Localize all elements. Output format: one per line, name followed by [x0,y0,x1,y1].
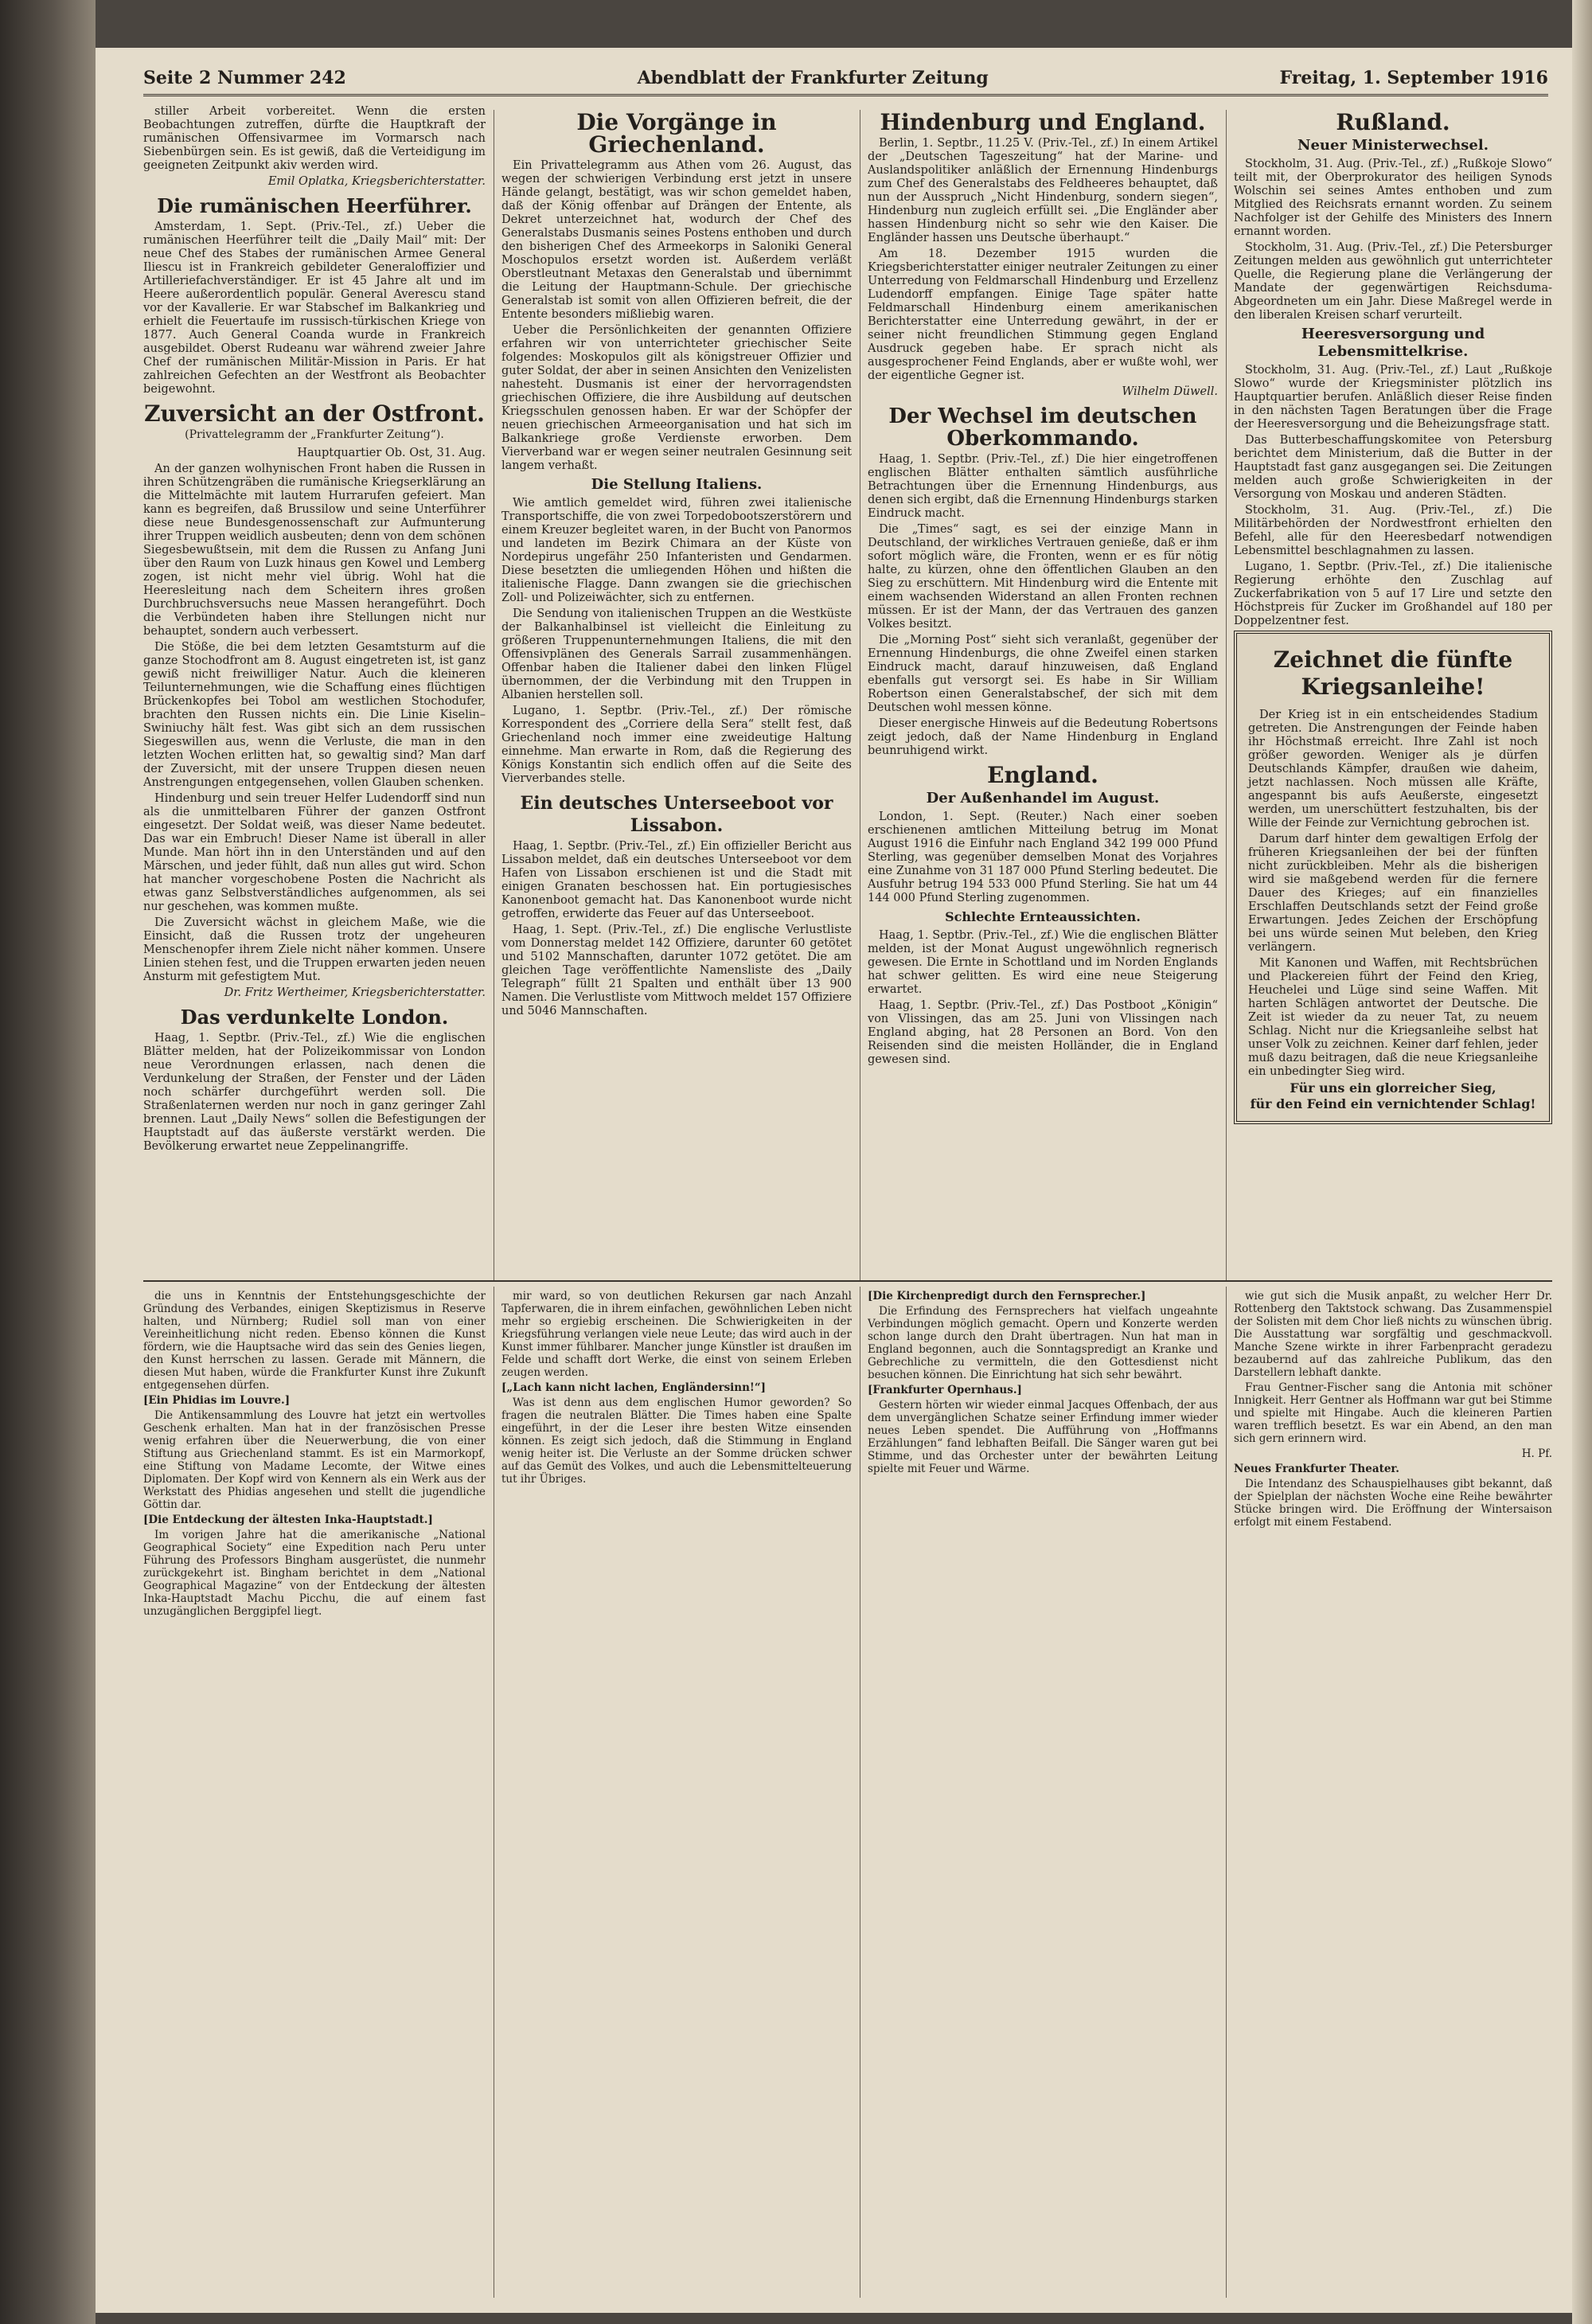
war-bond-headline: Zeichnet die fünfte Kriegsanleihe! [1273,646,1513,700]
feuilleton-column-1 [143,1290,486,2293]
subheadline: Die Stellung Italiens. [591,476,763,493]
article-text: Frau Gentner-Fischer sang die Antonia mit schöner Innigkeit. Herr Gentner als Hoffmann war gut bei Stimme und spielte mit Hingabe. Auch die kleineren Partien waren trefflich besetzt. Es war ein Abend, an den man sich gern erinnern wird. [1234,1381,1552,1445]
page-edge [1572,0,1592,2324]
article-text: Ueber die Persönlichkeiten der genannten Offiziere erfahren wir von unterrichteter griechischer Seite folgendes: Moskopulos gilt als königstreuer Offizier und guter Soldat, der aber in seinen Ansichten den Venizelisten nahesteht. Dusmanis ist einer der hervorragendsten griechischen Offiziere, die ihre Ausbildung auf deutschen Kriegsschulen genossen haben. Er war der Schöpfer der neuen griechischen Armeeorganisation und hat sich im Balkankriege große Verdienste erworben. Dem Vierverband war er wegen seiner neutralen Gesinnung seit langem verhaßt. [501,324,852,472]
advertisement-text: Mit Kanonen und Waffen, mit Rechtsbrüchen und Plackereien führt der Feind den Krieg, Heuchelei und Lüge sind seine Waffen. Mit harten Schlägen antwortet der Deutsche. Die Zeit ist wieder da zu neuer Tat, zu neuem Schlag. Nicht nur die Kriegsanleihe selbst hat unser Volk zu zeichnen. Keiner darf fehlen, jeder muß dazu beitragen, daß die neue Kriegsanleihe ein unbedingter Sieg wird. [1248,957,1538,1078]
headline: Der Wechsel im deutschen Oberkommando. [888,404,1197,451]
column-3 [868,105,1218,1275]
advertisement-text: Darum darf hinter dem gewaltigen Erfolg der früheren Kriegsanleihen der bei der fünften nicht zurückbleiben. Mehr als die bisherigen wird sie maßgebend werden für die fernere Dauer des Krieges; auf ein finanzielles Erschlaffen Deutschlands setzt der Feind große Erwartungen. Jedes Zeichen der Erschöpfung bei uns würde seinen Mut beleben, den Krieg verlängern. [1248,833,1538,954]
article-text: Haag, 1. Septbr. (Priv.-Tel., zf.) Ein offizieller Bericht aus Lissabon meldet, daß ein deutsches Unterseeboot vor dem Hafen von Lissabon erschienen ist und die Stadt mit einigen Granaten beschossen hat. Ein portugiesisches Kanonenboot gemacht hat. Das Kanonenboot wurde nicht getroffen, erwiderte das Feuer auf das Unterseeboot. [501,840,852,920]
article-text: Stockholm, 31. Aug. (Priv.-Tel., zf.) Laut „Rußkoje Slowo“ wurde der Kriegsminister plötzlich ins Hauptquartier berufen. Anläßlich dieser Reise finden in den nächsten Tagen Beratungen über die Frage der Heeresversorgung und die Beheizungsfrage statt. [1234,364,1552,431]
article-text: Die „Times“ sagt, es sei der einzige Mann in Deutschland, der wirkliches Vertrauen genieße, daß er ihm sofort möglich wäre, die Fronten, wenn er es für nötig halte, zu kürzen, ohne den öffentlichen Glauben an den Sieg zu erschüttern. Mit Hindenburg wird die Entente mit einem wachsenden Widerstand an allen Fronten rechnen müssen. Er ist der Mann, der das Vertrauen des ganzen Volkes besitzt. [868,523,1218,631]
section-title: [„Lach kann nicht lachen, Engländersinn!“] [501,1381,767,1394]
article-text: Am 18. Dezember 1915 wurden die Kriegsberichterstatter einiger neutraler Zeitungen zu einer Unterredung von Feldmarschall Hindenburg und Erzellenz Ludendorff empfangen. Einige Tage später hatte Feldmarschall Hindenburg einem amerikanischen Berichterstatter eine Unterredung gewährt, in der er seiner nicht freundlichen Stimmung gegen England Ausdruck gegeben habe. Er sprach nicht als ausgesprochener Feind Englands, aber er wußte wohl, wer der eigentliche Gegner ist. [868,248,1218,382]
article-text: Die Stöße, die bei dem letzten Gesamtsturm auf die ganze Stochodfront am 8. August eingetreten ist, ist ganz gewiß nicht freiwilliger Natur. Auch die kleineren Teilunternehmungen, wie die Schaffung eines flüchtigen Brückenkopfes bei Tobol am westlichen Stochodufer, brachten den Russen nichts ein. Die Linie Kiselin–Swiniuchy hält fest. Was gibt sich an dem russischen Siegeswillen aus, wenn die Verluste, die man in den letzten Wochen erlitten hat, so gewaltig sind? Man darf der Zuversicht, mit der unsere Truppen diesen neuen Anstrengungen entgegensehen, vollen Glauben schenken. [143,641,486,789]
article-text: stiller Arbeit vorbereitet. Wenn die ersten Beobachtungen zutreffen, dürfte die Hauptkraft der rumänischen Offensivarmee im Vormarsch nach Siebenbürgen sein. Es ist gewiß, daß die Verteidigung im geeigneten Zeitpunkt akiv werden wird. [143,105,486,172]
byline: Dr. Fritz Wertheimer, Kriegsberichterstatter. [224,986,486,999]
article-text: Hindenburg und sein treuer Helfer Ludendorff sind nun als die unmittelbaren Führer der ganzen Ostfront eingesetzt. Der Soldat weiß, was dieser Name bedeutet. Das war ein Embruch! Dieser Name ist überall in aller Munde. Man hört ihn in den Unterständen und auf den Märschen, und jeder fühlt, daß nun alles gut wird. Schon hat mancher vorgeschobene Posten die Nachricht als etwas ganz Selbstverständliches aufgenommen, als sei nur geschehen, was kommen mußte. [143,792,486,913]
subheadline: Schlechte Ernteaussichten. [945,909,1141,924]
column-1 [143,105,486,1275]
column-rule [1226,110,1227,1280]
headline: Das verdunkelte London. [180,1006,449,1029]
feuilleton-column-3 [868,1290,1218,2293]
section-title: [Ein Phidias im Louvre.] [143,1394,291,1407]
article-text: Lugano, 1. Septbr. (Priv.-Tel., zf.) Der römische Korrespondent des „Corriere della Sera“ stellt fest, daß Griechenland noch immer eine zweideutige Haltung einnehme. Man erwarte in Rom, daß die Regierung des Königs Konstantin sich endlich offen auf die Seite des Vierverbandes stelle. [501,705,852,785]
header-date: Freitag, 1. September 1916 [1279,68,1548,88]
headline: England. [987,762,1098,788]
subheadline: Neuer Ministerwechsel. [1297,137,1489,154]
column-2 [501,105,852,1275]
headline: Rußland. [1336,109,1450,135]
article-text: Berlin, 1. Septbr., 11.25 V. (Priv.-Tel., zf.) In einem Artikel der „Deutschen Tageszeitung“ hat der Marine- und Auslandspolitiker anläßlich der Ernennung Hindenburgs zum Chef des Generalstabs des Feldheeres behauptet, daß nun der Ausspruch „Nicht Hindenburg, sondern siegen“, Hindenburg nun zugleich erfüllt sei. „Die Engländer aber hassen Hindenburg nicht so sehr wie den Kaiser. Die Engländer hassen uns Deutsche überhaupt.“ [868,137,1218,244]
article-text: Die „Morning Post“ sieht sich veranlaßt, gegenüber der Ernennung Hindenburgs, die ohne Zweifel einen starken Eindruck macht, darauf hinzuweisen, daß England ebenfalls gut versorgt sei. Es habe in Sir William Robertson einen Generalstabschef, der sich mit dem Deutschen wohl messen könne. [868,634,1218,714]
section-title: [Die Entdeckung der ältesten Inka-Hauptstadt.] [143,1514,433,1526]
book-binding-shadow [0,0,96,2324]
subheadline: (Privattelegramm der „Frankfurter Zeitung“). [185,428,444,441]
article-text: Im vorigen Jahre hat die amerikanische „National Geographical Society“ eine Expedition nach Peru unter Führung des Professors Bingham ausgerüstet, die nunmehr zurückgekehrt ist. Bingham berichtet in dem „National Geographical Magazine“ von der Entdeckung der ältesten Inka-Hauptstadt Machu Picchu, die auf einem fast unzugänglichen Berggipfel liegt. [143,1529,486,1618]
headline: Ein deutsches Unterseeboot vor Lissabon. [520,793,833,836]
byline: H. Pf. [1521,1447,1552,1460]
article-text: Wie amtlich gemeldet wird, führen zwei italienische Transportschiffe, die von zwei Torpedobootszerstörern und einem Kreuzer begleitet waren, in der Bucht von Panormos und landeten im Bezirk Chimara an der Küste von Nordepirus ungefähr 250 Infanteristen und Gendarmen. Diese besetzten die umliegenden Höhen und hißten die italienische Flagge. Dann zwangen sie die griechischen Zoll- und Polizeiwächter, sich zu entfernen. [501,497,852,604]
article-text: Die Antikensammlung des Louvre hat jetzt ein wertvolles Geschenk erhalten. Man hat in der französischen Presse wenig erfahren über die Neuerwerbung, die von einer Stiftung aus Griechenland stammt. Es ist ein Marmorkopf, eine Stiftung von Madame Lecomte, der Witwe eines Diplomaten. Der Kopf wird von Kennern als ein Werk aus der Werkstatt des Phidias angesehen und stellt die jugendliche Göttin dar. [143,1409,486,1511]
byline: Wilhelm Düwell. [1122,385,1218,398]
article-text: Ein Privattelegramm aus Athen vom 26. August, das wegen der schwierigen Verbindung erst jetzt in unsere Hände gelangt, bestätigt, was wir schon gemeldet haben, daß der König offenbar auf Drängen der Entente, als Dekret unterzeichnet hat, wodurch der Chef des Generalstabs Dusmanis seines Postens enthoben und durch den bisherigen Chef des Armeekorps in Saloniki General Moschopulos ersetzt worden ist. Außerdem verläßt Oberstleutnant Metaxas den Generalstab und übernimmt die Leitung der Hauptmann-Schule. Der griechische Generalstab ist somit von allen Offizieren befreit, die der Entente besonders mißliebig waren. [501,159,852,321]
article-text: wie gut sich die Musik anpaßt, zu welcher Herr Dr. Rottenberg den Taktstock schwang. Das Zusammenspiel der Solisten mit dem Chor ließ nichts zu wünschen übrig. Die Ausstattung war sorgfältig und geschmackvoll. Manche Szene wirkte in ihrer Farbenpracht geradezu bezaubernd auf das zahlreiche Publikum, das den Darstellern lebhaft dankte. [1234,1290,1552,1379]
article-text: Die Intendanz des Schauspielhauses gibt bekannt, daß der Spielplan der nächsten Woche eine Reihe bewährter Stücke bringen wird. Die Eröffnung der Wintersaison erfolgt mit einem Festabend. [1234,1478,1552,1529]
article-text: Stockholm, 31. Aug. (Priv.-Tel., zf.) Die Militärbehörden der Nordwestfront erhielten den Befehl, alle für den Heeresbedarf notwendigen Lebensmittel beschlagnahmen zu lassen. [1234,504,1552,557]
article-text: Was ist denn aus dem englischen Humor geworden? So fragen die neutralen Blätter. Die Times haben eine Spalte eingeführt, in der die Leser ihre besten Witze einsenden können. Es zeigt sich jedoch, daß die Stimmung in England wenig heiter ist. Die Verluste an der Somme drücken schwer auf das Gemüt des Volkes, und auch die Lebensmittelteuerung tut ihr Übriges. [501,1396,852,1486]
article-text: Haag, 1. Septbr. (Priv.-Tel., zf.) Die hier eingetroffenen englischen Blätter enthalten sämtlich ausführliche Betrachtungen über die Ernennung Hindenburgs, aus denen sich ergibt, daß die Ernennung Hindenburgs starken Eindruck macht. [868,453,1218,520]
article-text: Gestern hörten wir wieder einmal Jacques Offenbach, der aus dem unvergänglichen Schatze seiner Erfindung immer wieder neues Leben spendet. Die Aufführung von „Hoffmanns Erzählungen“ fand lebhaften Beifall. Die Sänger waren gut bei Stimme, und das Orchester unter der bewährten Leitung spielte mit Feuer und Wärme. [868,1399,1218,1475]
feuilleton-column-4 [1234,1290,1552,2293]
newspaper-page [96,48,1572,2313]
section-title: [Die Kirchenpredigt durch den Fernsprecher.] [868,1290,1146,1303]
article-text: Die Zuversicht wächst in gleichem Maße, wie die Einsicht, daß die Russen trotz der ungeheuren Menschenopfer ihrem Ziele nicht näher kommen. Unsere Linien stehen fest, und die Truppen erwarten jeden neuen Ansturm mit gefestigtem Mut. [143,916,486,983]
byline: Emil Oplatka, Kriegsberichterstatter. [267,175,486,188]
advertisement-slogan: für den Feind ein vernichtender Schlag! [1250,1096,1536,1111]
article-text: Das Butterbeschaffungskomitee von Petersburg berichtet dem Ministerium, daß die Butter in der Hauptstadt fast ganz ausgegangen sei. Die Zeitungen melden auch große Schwierigkeiten in der Versorgung von Moskau und anderen Städten. [1234,434,1552,501]
article-text: Dieser energische Hinweis auf die Bedeutung Robertsons zeigt jedoch, daß der Name Hindenburg in England beunruhigend wirkt. [868,717,1218,757]
article-text: Lugano, 1. Septbr. (Priv.-Tel., zf.) Die italienische Regierung erhöhte den Zuschlag auf Zuckerfabrikation von 5 auf 17 Lire und setzte den Höchstpreis für Zucker im Großhandel auf 180 per Doppelzentner fest. [1234,560,1552,627]
article-text: Haag, 1. Septbr. (Priv.-Tel., zf.) Wie die englischen Blätter melden, ist der Monat August ungewöhnlich regnerisch gewesen. Die Ernte in Schottland und im Norden Englands hat schwer gelitten. Es wird eine neue Steigerung erwartet. [868,929,1218,996]
advertisement-slogan: Für uns ein glorreicher Sieg, [1290,1080,1496,1096]
article-text: Stockholm, 31. Aug. (Priv.-Tel., zf.) Die Petersburger Zeitungen melden aus gewöhnlich gut unterrichteter Quelle, die Regierung plane die Verlängerung der Mandate der gegenwärtigen Reichsduma-Abgeordneten um ein Jahr. Diese Maßregel werde in den liberalen Kreisen scharf verurteilt. [1234,241,1552,322]
subheadline: Heeresversorgung und Lebensmittelkrise. [1301,326,1485,360]
article-text: Haag, 1. Septbr. (Priv.-Tel., zf.) Das Postboot „Königin“ von Vlissingen, das am 25. Juni von Vlissingen nach England abging, hat 28 Personen an Bord. Von den Reisenden sind die meisten Holländer, die in England gewesen sind. [868,999,1218,1066]
article-text: Amsterdam, 1. Sept. (Priv.-Tel., zf.) Ueber die rumänischen Heerführer teilt die „Daily Mail“ mit: Der neue Chef des Stabes der rumänischen Armee General Iliescu ist in Frankreich gebildeter Generaloffizier und Artilleriefachverständiger. Er ist 45 Jahre alt und im Heere außerordentlich populär. General Averescu stand vor der Kavallerie. Er war Stabschef im Balkankrieg und erhielt die Feuertaufe im russisch-türkischen Kriege von 1877. Auch General Coanda wurde in Frankreich ausgebildet. Oberst Rudeanu war während zweier Jahre Chef der rumänischen Militär-Mission in Paris. Er hat zahlreichen Gefechten an der Westfront als Beobachter beigewohnt. [143,221,486,396]
article-text: Stockholm, 31. Aug. (Priv.-Tel., zf.) „Rußkoje Slowo“ teilt mit, der Oberprokurator des heiligen Synods Wolschin sei seines Amtes enthoben und zum Mitglied des Reichsrats ernannt worden. Zu seinem Nachfolger ist der Gehilfe des Ministers des Innern ernannt worden. [1234,158,1552,238]
article-text: London, 1. Sept. (Reuter.) Nach einer soeben erschienenen amtlichen Mitteilung betrug im Monat August 1916 die Einfuhr nach England 342 199 000 Pfund Sterling, was gegenüber demselben Monat des Vorjahres eine Zunahme von 31 187 000 Pfund Sterling bedeutet. Die Ausfuhr betrug 194 533 000 Pfund Sterling. Sie hat um 44 144 000 Pfund Sterling zugenommen. [868,810,1218,904]
advertisement-text: Der Krieg ist in ein entscheidendes Stadium getreten. Die Anstrengungen der Feinde haben ihr Höchstmaß erreicht. Ihre Zahl ist noch größer geworden. Weniger als je dürfen Deutschlands Kämpfer, draußen wie daheim, jetzt nachlassen. Noch müssen alle Kräfte, angespannt bis aufs Aeußerste, eingesetzt werden, um unerschüttert festzuhalten, bis der Wille der Feinde zur Vernichtung gebrochen ist. [1248,709,1538,830]
article-text: Haag, 1. Sept. (Priv.-Tel., zf.) Die englische Verlustliste vom Donnerstag meldet 142 Offiziere, darunter 60 getötet und 5102 Mannschaften, darunter 1072 getötet. Die am gleichen Tage veröffentlichte Namensliste des „Daily Telegraph“ füllt 21 Spalten und enthält über 13 900 Namen. Die Verlustliste vom Mittwoch meldet 157 Offiziere und 5046 Mannschaften. [501,924,852,1017]
headline: Hindenburg und England. [880,109,1206,135]
headline: Die Vorgänge in Griechenland. [576,109,777,158]
article-text: Die Sendung von italienischen Truppen an die Westküste der Balkanhalbinsel ist vielleicht die Einleitung zu größeren Truppenunternehmungen Italiens, die mit den Offensivplänen des Generals Sarrail zusammenhängen. Offenbar haben die Italiener dabei den linken Flügel übernommen, der die Verbindung mit den Truppen in Albanien herstellen soll. [501,607,852,701]
header-masthead: Abendblatt der Frankfurter Zeitung [637,68,989,88]
feuilleton-separator [143,1280,1552,1282]
section-title: [Frankfurter Opernhaus.] [868,1384,1022,1396]
article-text: die uns in Kenntnis der Entstehungsgeschichte der Gründung des Verbandes, einigen Skeptizismus in Reserve halten, und Nürnberg; Rudiel soll man von einer Vereinheitlichung nicht reden. Ebenso können die Kunst fördern, wie die Hauptsache wird das sein des Genies liegen, den Kunst herrschen zu lassen. Gerade mit Männern, die diesen Mut haben, würde die Frankfurter Kunst ihre Zukunft entgegensehen dürfen. [143,1290,486,1392]
headline: Zuversicht an der Ostfront. [144,400,485,427]
feuilleton-column-2 [501,1290,852,2293]
war-bond-advertisement [1234,631,1552,1124]
article-text: mir ward, so von deutlichen Rekursen gar nach Anzahl Tapferwaren, die in ihrem einfachen, gewöhnlichen Leben nicht mehr so ergiebig erscheinen. Die Schwierigkeiten in der Kriegsführung verlangen viele neue Leute; das wird auch in der Kunst immer fühlbarer. Mancher junge Künstler ist draußen im Felde und schafft dort Werke, die einst von seinem Erleben zeugen werden. [501,1290,852,1379]
dateline: Hauptquartier Ob. Ost, 31. Aug. [297,447,486,459]
column-rule [1226,1287,1227,2298]
headline: Die rumänischen Heerführer. [157,194,472,217]
subheadline: Der Außenhandel im August. [926,790,1160,807]
page-header [143,62,1548,96]
article-text: Haag, 1. Septbr. (Priv.-Tel., zf.) Wie die englischen Blätter melden, hat der Polizeikommissar von London neue Verordnungen erlassen, nach denen die Verdunkelung der Straßen, der Fenster und der Läden noch schärfer durchgeführt werden soll. Die Straßenlaternen werden nur noch in ganz geringer Zahl brennen. Laut „Daily News“ sollen die Befestigungen der Hauptstadt auf das äußerste verstärkt werden. Die Bevölkerung erwartet neue Zeppelinangriffe. [143,1032,486,1153]
header-page-number: Seite 2 Nummer 242 [143,68,346,88]
section-title: Neues Frankfurter Theater. [1234,1463,1399,1475]
article-text: An der ganzen wolhynischen Front haben die Russen in ihren Schützengräben die rumänische Kriegserklärung an die Mittelmächte mit lautem Hurrarufen gefeiert. Man kann es begreifen, daß Brussilow und seine Unterführer diese neue Bundesgenossenschaft zur Aufmunterung ihrer Truppen weidlich ausbeuten; denn von dem schönen Siegesbewußtsein, mit dem die Russen zu Anfang Juni über den Raum von Luzk hinaus gen Kowel und Lemberg zogen, ist nicht mehr viel übrig. Wohl hat die Heeresleitung nach dem Scheitern ihres großen Durchbruchsversuchs neue Massen herangeführt. Doch die Verbündeten haben ihre Stellungen nicht nur behauptet, sondern auch verbessert. [143,463,486,638]
article-text: Die Erfindung des Fernsprechers hat vielfach ungeahnte Verbindungen möglich gemacht. Opern und Konzerte werden schon lange durch den Draht übertragen. Nun hat man in England begonnen, auch die Sonntagspredigt an Kranke und Gebrechliche zu vermitteln, die den Gottesdienst nicht besuchen können. Die Einrichtung hat sich sehr bewährt. [868,1305,1218,1381]
column-4 [1234,105,1552,1275]
